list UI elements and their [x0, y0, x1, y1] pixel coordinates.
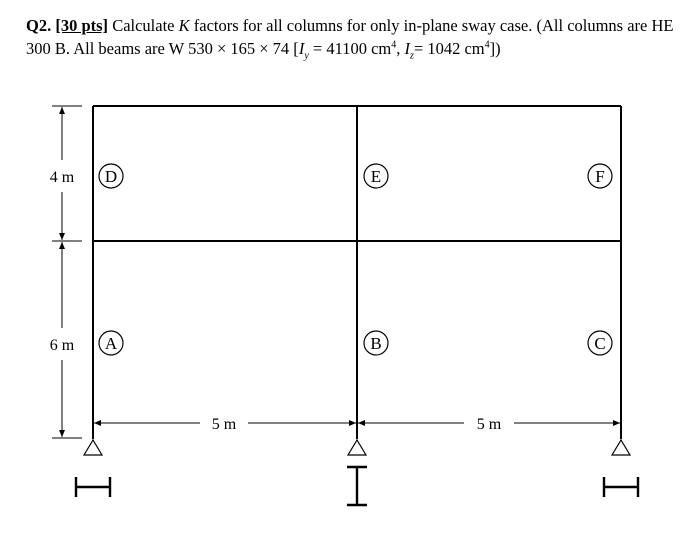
- dim-story-lower-label: 6 m: [49, 337, 75, 354]
- node-markers: [99, 164, 612, 355]
- iz-exponent: 4: [484, 39, 490, 51]
- iz-symbol: I: [404, 39, 410, 58]
- pin-supports: [84, 440, 630, 455]
- question-points: [30 pts]: [55, 16, 109, 35]
- dim-story-upper-label: 4 m: [49, 169, 75, 186]
- node-label-C: C: [594, 334, 606, 353]
- node-label-F: F: [595, 167, 605, 186]
- node-label-D: D: [104, 167, 118, 186]
- section-symbol-middle: [347, 467, 367, 505]
- iy-subscript: y: [304, 50, 309, 62]
- node-label-E: E: [370, 167, 382, 186]
- question-text-1: Calculate: [108, 16, 179, 35]
- pin-support-middle: [348, 440, 366, 455]
- frame-members: [93, 106, 621, 439]
- iz-value: = 1042 cm: [413, 39, 485, 58]
- question-number: Q2.: [26, 16, 52, 35]
- node-label-B: B: [370, 334, 382, 353]
- vertical-dimensions: [49, 106, 82, 438]
- iz-subscript: z: [410, 50, 414, 62]
- iy-symbol: I: [298, 39, 305, 58]
- section-symbol-left: [76, 477, 110, 497]
- dim-bay-right-label: 5 m: [476, 416, 502, 433]
- question-text-2: factors for all columns for only in-plane sway case. (All columns are HE 300 B. All beams are W 530 × 165 × 74 [: [26, 16, 674, 58]
- iy-exponent: 4: [391, 39, 397, 51]
- separator: ,: [396, 39, 405, 58]
- section-symbol-right: [604, 477, 638, 497]
- pin-support-left: [84, 440, 102, 455]
- iy-value: = 41100 cm: [308, 39, 392, 58]
- question-text-end: ]): [489, 39, 501, 58]
- node-label-A: A: [104, 334, 118, 353]
- dim-bay-left-label: 5 m: [211, 416, 237, 433]
- k-symbol: K: [178, 16, 190, 35]
- pin-support-right: [612, 440, 630, 455]
